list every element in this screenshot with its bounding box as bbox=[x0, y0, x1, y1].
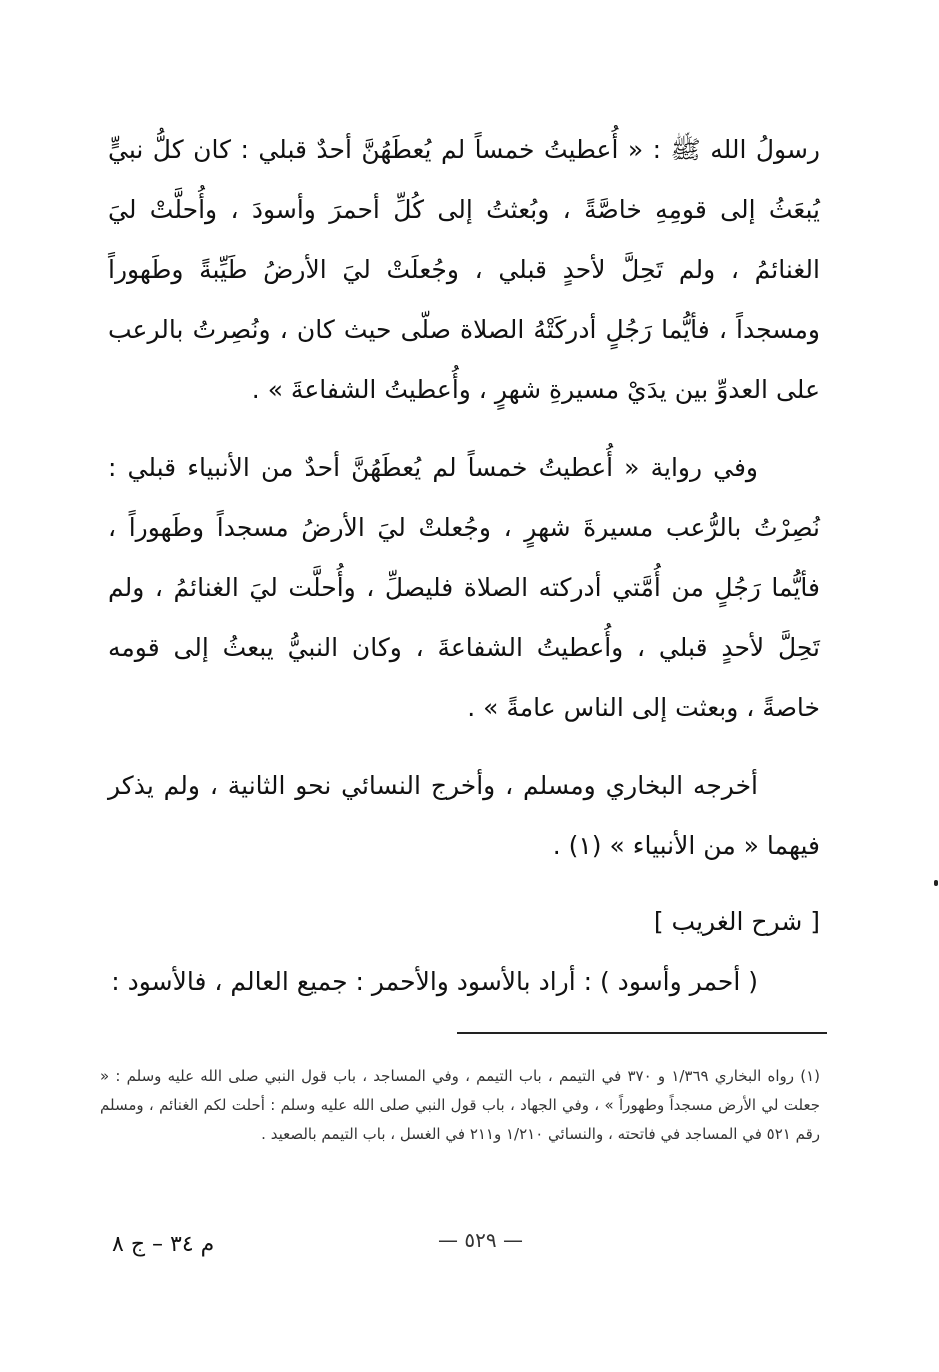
hadith-paragraph-2: وفي رواية « أُعطيتُ خمساً لم يُعطَهُنَّ أحدٌ من الأنبياء قبلي : نُصِرْتُ بالرُّعب مسيرةَ شهرٍ ، وجُعلتْ ليَ الأرضُ مسجداً وطَهوراً ، فأيُّما رَجُلٍ من أُمَّتي أدركته الصلاة فليصلِّ ، وأُحلَّت ليَ الغنائمُ ، ولم تَحِلَّ لأحدٍ قبلي ، وأُعطيتُ الشفاعةَ ، وكان النبيُّ يبعثُ إلى قومه خاصةً ، وبعثت إلى الناس عامةً » . bbox=[108, 453, 820, 722]
page-number: — ٥٢٩ — bbox=[438, 1228, 523, 1252]
scan-artifact-dot bbox=[934, 880, 938, 886]
hadith-paragraph-1: رسولُ الله ﷺ : « أُعطيتُ خمساً لم يُعطَهُنَّ أحدٌ قبلي : كان كلُّ نبيٍّ يُبعَثُ إلى قومِهِ خاصَّةً ، وبُعثتُ إلى كُلِّ أحمرَ وأسودَ ، وأُحلَّتْ ليَ الغنائمُ ، ولم تَحِلَّ لأحدٍ قبلي ، وجُعلَتْ ليَ الأرضُ طَيِّبةً وطَهوراً ومسجداً ، فأيُّما رَجُلٍ أدركَتْهُ الصلاة صلّى حيث كان ، ونُصِرتُ بالرعب على العدوِّ بين يدَيْ مسيرةِ شهرٍ ، وأُعطيتُ الشفاعةَ » . bbox=[108, 135, 820, 404]
takhrij-paragraph: أخرجه البخاري ومسلم ، وأخرج النسائي نحو الثانية ، ولم يذكر فيهما « من الأنبياء » (١) . bbox=[108, 771, 820, 860]
signature-mark: م ٣٤ – ج ٨ bbox=[112, 1232, 215, 1257]
footnote-divider bbox=[457, 1032, 827, 1034]
footnote: (١) رواه البخاري ١/٣٦٩ و ٣٧٠ في التيمم ، باب التيمم ، وفي المساجد ، باب قول النبي صلى الله عليه وسلم : « جعلت لي الأرض مسجداً وطهوراً » ، وفي الجهاد ، باب قول النبي صلى الله عليه وسلم : أحلت لكم الغنائم ، ومسلم رقم ٥٢١ في المساجد في فاتحته ، والنسائي ١/٢١٠ و٢١١ في الغسل ، باب التيمم بالصعيد . bbox=[100, 1067, 820, 1143]
section-heading: [ شرح الغريب ] bbox=[653, 907, 820, 936]
main-text bbox=[108, 120, 820, 1012]
gloss-paragraph: ( أحمر وأسود ) : أراد بالأسود والأحمر : جميع العالم ، فالأسود : bbox=[111, 967, 758, 996]
